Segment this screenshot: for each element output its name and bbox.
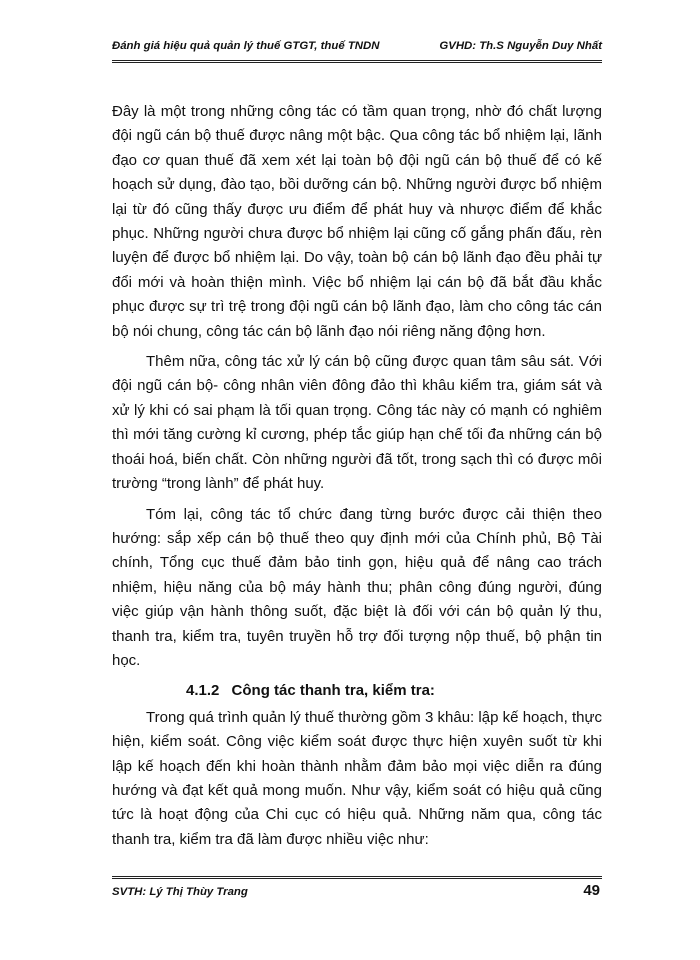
body-paragraph-1: Đây là một trong những công tác có tầm quan trọng, nhờ đó chất lượng đội ngũ cán bộ thuế được nâng một bậc. Qua công tác bổ nhiệm lại, lãnh đạo cơ quan thuế đã xem xét lại toàn bộ đội ngũ cán bộ thuế để có kế hoạch sử dụng, đào tạo, bồi dưỡng cán bộ. Những người được bổ nhiệm lại từ đó cũng thấy được ưu điểm để phát huy và nhược điểm để khắc phục. Những người chưa được bổ nhiệm lại cũng cố gắng phấn đấu, rèn luyện để được bổ nhiệm lại. Do vậy, toàn bộ cán bộ lãnh đạo đều phải tự đổi mới và hoàn thiện mình. Việc bổ nhiệm lại cán bộ đã bắt đầu khắc phục được sự trì trệ trong đội ngũ cán bộ lãnh đạo, làm cho công tác cán bộ nói chung, công tác cán bộ lãnh đạo nói riêng năng động hơn. [112, 103, 602, 340]
page-body [112, 100, 602, 858]
body-paragraph-3: Tóm lại, công tác tổ chức đang từng bước được cải thiện theo hướng: sắp xếp cán bộ thuế theo quy định mới của Chính phủ, Bộ Tài chính, Tổng cục thuế đảm bảo tinh gọn, hiệu quả để nâng cao trách nhiệm, hiệu năng của bộ máy hành thu; phân công đúng người, đúng việc giúp vận hành thông suốt, đặc biệt là đối với cán bộ quản lý thu, thanh tra, kiểm tra, tuyên truyền hỗ trợ đối tượng nộp thuế, bộ phận tin học. [112, 505, 602, 669]
section-paragraph: Trong quá trình quản lý thuế thường gồm 3 khâu: lập kế hoạch, thực hiện, kiểm soát. Công việc kiểm soát được thực hiện xuyên suốt từ khi lập kế hoạch đến khi hoàn thành nhằm đảm bảo mọi việc diễn ra đúng hướng và đạt kết quả mong muốn. Như vậy, kiểm soát có hiệu quả cũng tức là hoạt động của Chi cục có hiệu quả. Những năm qua, công tác thanh tra, kiểm tra đã làm được nhiều việc như: [112, 708, 602, 848]
body-paragraph-2: Thêm nữa, công tác xử lý cán bộ cũng được quan tâm sâu sát. Với đội ngũ cán bộ- công nhân viên đông đảo thì khâu kiểm tra, giám sát và xử lý khi có sai phạm là tối quan trọng. Công tác này có mạnh có nghiêm thì mới tăng cường kỉ cương, phép tắc giúp hạn chế tối đa những cán bộ thoái hoá, biến chất. Còn những người đã tốt, trong sạch thì có được môi trường “trong lành” để phát huy. [112, 353, 602, 493]
section-number: 4.1.2 [186, 682, 220, 700]
section-title: Công tác thanh tra, kiểm tra: [231, 682, 435, 700]
section-heading [112, 679, 602, 703]
header-advisor: GVHD: Th.S Nguyễn Duy Nhất [439, 40, 602, 52]
footer-student: SVTH: Lý Thị Thùy Trang [112, 886, 248, 898]
page-footer [112, 876, 602, 901]
page-header [112, 38, 602, 63]
header-document-title: Đánh giá hiệu quả quản lý thuế GTGT, thuế TNDN [112, 40, 380, 52]
page-number: 49 [583, 882, 600, 899]
